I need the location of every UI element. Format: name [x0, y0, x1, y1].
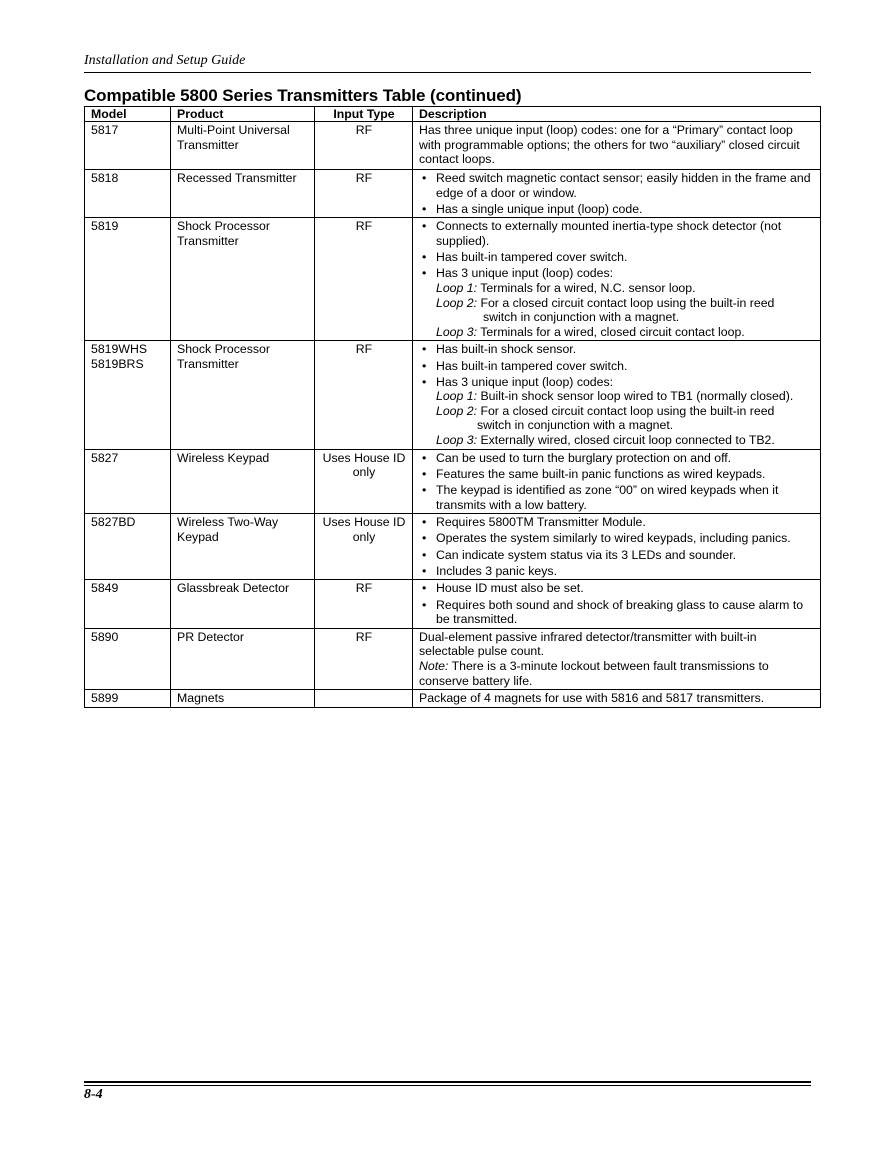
cell-input-type: RF	[315, 170, 413, 218]
loop-label: Loop 3:	[436, 324, 478, 339]
table-title: Compatible 5800 Series Transmitters Table (continued)	[84, 86, 522, 105]
table-row	[85, 690, 821, 708]
cell-input-type: Uses House ID only	[315, 514, 413, 580]
cell-product: Glassbreak Detector	[171, 580, 315, 628]
loop-line	[436, 296, 815, 311]
loop-line	[436, 325, 815, 340]
note-text	[419, 659, 815, 688]
footer-rule-thin	[84, 1085, 811, 1086]
loop-label: Loop 1:	[436, 280, 478, 295]
loop-label: Loop 2:	[436, 295, 478, 310]
cell-description	[413, 218, 821, 341]
column-header-product: Product	[171, 107, 315, 122]
table-row	[85, 628, 821, 689]
cell-input-type: Uses House ID only	[315, 449, 413, 514]
table-header-row	[85, 107, 821, 122]
loop-text: For a closed circuit contact loop using the built-in reed	[480, 403, 775, 418]
loop-label: Loop 3:	[436, 433, 478, 448]
loop-text: Built-in shock sensor loop wired to TB1 (normally closed).	[480, 389, 794, 404]
model-line: 5819BRS	[91, 356, 144, 371]
cell-input-type	[315, 690, 413, 708]
cell-model: 5827BD	[85, 514, 171, 580]
bullet-item: • Requires 5800TM Transmitter Module.	[419, 515, 815, 530]
cell-product: Magnets	[171, 690, 315, 708]
cell-description	[413, 449, 821, 514]
loop-text: Terminals for a wired, N.C. sensor loop.	[480, 280, 696, 295]
table-row	[85, 122, 821, 170]
bullet-item: • Includes 3 panic keys.	[419, 564, 815, 579]
loop-label: Loop 2:	[436, 403, 478, 418]
bullet-item: • Operates the system similarly to wired keypads, including panics.	[419, 531, 815, 546]
cell-product: Wireless Two-Way Keypad	[171, 514, 315, 580]
bullet-item: • Has built-in tampered cover switch.	[419, 250, 815, 265]
loop-continuation: switch in conjunction with a magnet.	[477, 418, 674, 433]
cell-input-type: RF	[315, 341, 413, 449]
note-body: There is a 3-minute lockout between fault transmissions to conserve battery life.	[419, 658, 769, 688]
note-label: Note:	[419, 658, 449, 673]
cell-product: Shock Processor Transmitter	[171, 341, 315, 449]
bullet-item: • Features the same built-in panic functions as wired keypads.	[419, 467, 815, 482]
cell-model: 5827	[85, 449, 171, 514]
loop-text: Terminals for a wired, closed circuit contact loop.	[480, 324, 745, 339]
loop-line	[436, 389, 815, 404]
bullet-item: • Has built-in shock sensor.	[419, 342, 815, 357]
model-line: 5819WHS	[91, 342, 148, 357]
bullet-item: • Has built-in tampered cover switch.	[419, 359, 815, 374]
bullet-item: • The keypad is identified as zone “00” on wired keypads when it transmits with a low battery.	[419, 483, 815, 512]
loop-line	[436, 404, 815, 419]
table-row	[85, 341, 821, 449]
cell-product: Wireless Keypad	[171, 449, 315, 514]
page-number: 8-4	[84, 1087, 103, 1102]
bullet-item: • Requires both sound and shock of breaking glass to cause alarm to be transmitted.	[419, 598, 815, 627]
cell-product: Multi-Point Universal Transmitter	[171, 122, 315, 170]
bullet-item: • Can be used to turn the burglary protection on and off.	[419, 451, 815, 466]
cell-input-type: RF	[315, 628, 413, 689]
cell-model: 5890	[85, 628, 171, 689]
cell-description	[413, 341, 821, 449]
cell-product: Shock Processor Transmitter	[171, 218, 315, 341]
column-header-description: Description	[413, 107, 821, 122]
footer-rule-thick	[84, 1081, 811, 1083]
cell-description	[413, 580, 821, 628]
bullet-item: • Has 3 unique input (loop) codes:	[419, 375, 815, 390]
cell-model	[85, 341, 171, 449]
loop-line	[436, 433, 815, 448]
table-row	[85, 580, 821, 628]
loop-label: Loop 1:	[436, 389, 478, 404]
cell-description	[413, 690, 821, 708]
cell-description	[413, 122, 821, 170]
table-row	[85, 218, 821, 341]
column-header-model: Model	[85, 107, 171, 122]
loop-line	[436, 281, 815, 296]
cell-model: 5818	[85, 170, 171, 218]
bullet-item: • Has a single unique input (loop) code.	[419, 202, 815, 217]
cell-model: 5899	[85, 690, 171, 708]
cell-product: Recessed Transmitter	[171, 170, 315, 218]
cell-description	[413, 628, 821, 689]
cell-product: PR Detector	[171, 628, 315, 689]
cell-input-type: RF	[315, 580, 413, 628]
cell-description	[413, 514, 821, 580]
bullet-item: • Connects to externally mounted inertia-type shock detector (not supplied).	[419, 219, 815, 248]
loop-text: Externally wired, closed circuit loop connected to TB2.	[480, 433, 775, 448]
table-row	[85, 449, 821, 514]
description-text: Has three unique input (loop) codes: one for a “Primary” contact loop with programmable options; the others for two “auxiliary” closed circuit contact loops.	[419, 123, 800, 167]
bullet-item: • Can indicate system status via its 3 LEDs and sounder.	[419, 548, 815, 563]
transmitters-table	[84, 106, 821, 708]
cell-input-type: RF	[315, 218, 413, 341]
loop-continuation: switch in conjunction with a magnet.	[483, 310, 680, 325]
running-head: Installation and Setup Guide	[84, 53, 246, 68]
cell-input-type: RF	[315, 122, 413, 170]
bullet-item: • Reed switch magnetic contact sensor; easily hidden in the frame and edge of a door or window.	[419, 171, 815, 200]
cell-description	[413, 170, 821, 218]
cell-model: 5849	[85, 580, 171, 628]
bullet-item: • Has 3 unique input (loop) codes:	[419, 266, 815, 281]
cell-model: 5817	[85, 122, 171, 170]
loop-text: For a closed circuit contact loop using the built-in reed	[480, 295, 775, 310]
bullet-item: • House ID must also be set.	[419, 581, 815, 596]
table-row	[85, 170, 821, 218]
column-header-input-type: Input Type	[315, 107, 413, 122]
cell-model: 5819	[85, 218, 171, 341]
description-text: Package of 4 magnets for use with 5816 and 5817 transmitters.	[419, 691, 765, 706]
header-rule	[84, 72, 811, 73]
description-text: Dual-element passive infrared detector/transmitter with built-in selectable pulse count.	[419, 629, 757, 659]
table-row	[85, 514, 821, 580]
